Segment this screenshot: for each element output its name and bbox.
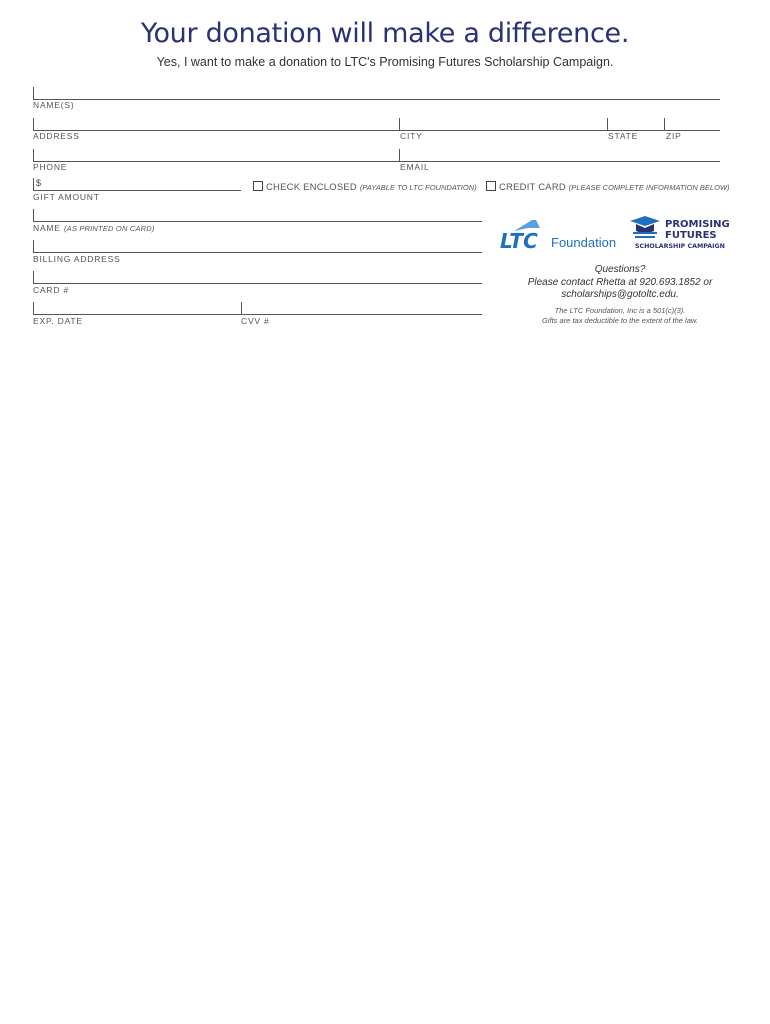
billing-address-field[interactable] [33,240,482,253]
page-title: Your donation will make a difference. [140,18,630,49]
phone-label: PHONE [33,162,68,172]
ltc-logo-mark [500,218,620,252]
check-enclosed-note: (PAYABLE TO LTC FOUNDATION) [359,183,477,192]
page-subtitle: Yes, I want to make a donation to LTC's Promising Futures Scholarship Campaign. [156,55,614,69]
credit-card-label: CREDIT CARD [499,182,566,193]
ltc-foundation-logo [500,218,620,252]
contact-heading: Questions? [594,264,646,275]
pf-logo-line1: PROMISING [665,219,730,230]
foundation-logo-text: Foundation [551,235,617,250]
check-enclosed-checkbox[interactable] [253,181,263,191]
city-label: CITY [400,131,423,141]
billing-address-label: BILLING ADDRESS [33,254,121,264]
state-field[interactable] [607,118,664,131]
legal-line1: The LTC Foundation, Inc is a 501(c)(3). [554,306,686,315]
email-field[interactable] [399,149,720,162]
legal-line2: Gifts are tax deductible to the extent of the law. [542,316,698,325]
zip-field[interactable] [664,118,720,131]
credit-card-option[interactable] [486,181,730,193]
city-field[interactable] [399,118,607,131]
promising-futures-logo [630,215,730,253]
exp-date-field[interactable] [33,302,241,315]
phone-field[interactable] [33,149,399,162]
card-name-field[interactable] [33,209,482,222]
names-label: NAME(S) [33,100,75,110]
zip-label: ZIP [666,131,682,141]
contact-line1: Please contact Rhetta at 920.693.1852 or [527,276,713,288]
card-number-label: CARD # [33,285,69,295]
names-field[interactable] [33,87,720,100]
check-enclosed-option[interactable] [253,181,477,193]
legal-note [500,306,740,326]
ltc-logo-text: LTC [500,229,538,252]
contact-info [500,264,740,302]
pf-logo-line3: SCHOLARSHIP CAMPAIGN [635,243,725,250]
graduation-cap-icon [630,215,730,253]
card-name-label: NAME (AS PRINTED ON CARD) [33,223,155,233]
gift-amount-label: GIFT AMOUNT [33,192,100,202]
exp-date-label: EXP. DATE [33,316,83,326]
check-enclosed-label: CHECK ENCLOSED [266,182,357,193]
gift-amount-field[interactable] [33,178,241,191]
currency-symbol: $ [36,178,42,188]
pf-logo-line2: FUTURES [665,230,717,241]
cvv-label: CVV # [241,316,270,326]
state-label: STATE [608,131,639,141]
card-number-field[interactable] [33,271,482,284]
credit-card-note: (PLEASE COMPLETE INFORMATION BELOW) [568,183,730,192]
contact-line2[interactable]: scholarships@gotoltc.edu. [561,289,679,300]
cvv-field[interactable] [241,302,482,315]
address-label: ADDRESS [33,131,80,141]
email-label: EMAIL [400,162,430,172]
address-field[interactable] [33,118,399,131]
credit-card-checkbox[interactable] [486,181,496,191]
